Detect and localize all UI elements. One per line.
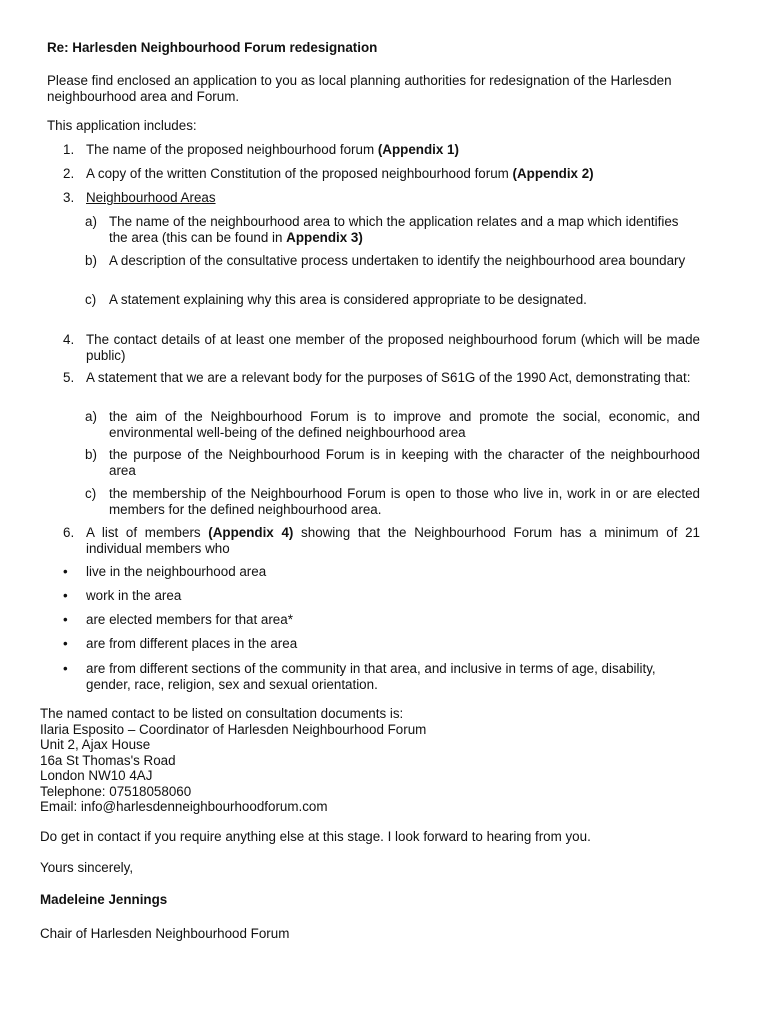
sub-item-5a	[85, 409, 700, 440]
contact-address-line2: 16a St Thomas's Road	[40, 752, 176, 768]
sub-item-label: b)	[85, 253, 97, 268]
item-text: The name of the proposed neighbourhood forum	[86, 142, 378, 157]
sub-item-label: c)	[85, 292, 97, 307]
bullet-text: are from different sections of the community in that area, and inclusive in terms of age, disability, gender, race, religion, sex and sexual orientation.	[86, 661, 656, 692]
sub-item-label: a)	[85, 409, 97, 424]
signatory-role: Chair of Harlesden Neighbourhood Forum	[40, 926, 290, 941]
letter-subject: Re: Harlesden Neighbourhood Forum redesignation	[47, 40, 378, 55]
item-number: 5.	[63, 370, 75, 385]
sub-item-label: a)	[85, 214, 97, 229]
closing-paragraph: Do get in contact if you require anything else at this stage. I look forward to hearing from you.	[40, 829, 591, 844]
bullet-glyph: •	[63, 588, 68, 603]
bullet-text: are from different places in the area	[86, 636, 298, 651]
list-item-6	[63, 525, 700, 556]
signatory-name: Madeleine Jennings	[40, 892, 168, 907]
item-number: 2.	[63, 166, 75, 181]
list-item-4	[63, 332, 700, 363]
bullet-item-5	[63, 661, 700, 692]
bullet-glyph: •	[63, 612, 68, 627]
bullet-text: live in the neighbourhood area	[86, 564, 267, 579]
item-heading: Neighbourhood Areas	[86, 190, 216, 205]
sub-item-5c	[85, 486, 700, 517]
sub-item-text: the membership of the Neighbourhood Forum is open to those who live in, work in or are elected members for the defined neighbourhood area.	[109, 486, 700, 517]
includes-heading: This application includes:	[47, 118, 197, 133]
item-number: 1.	[63, 142, 75, 157]
bullet-item-2	[63, 588, 700, 604]
bullet-item-3	[63, 612, 700, 628]
bullet-text: work in the area	[86, 588, 182, 603]
contact-address-line1: Unit 2, Ajax House	[40, 737, 151, 752]
item-number: 6.	[63, 525, 75, 540]
sub-item-text: The name of the neighbourhood area to which the application relates and a map which identifies the area (this can be found in	[109, 214, 679, 245]
bullet-item-4	[63, 636, 700, 652]
appendix-ref: Appendix 3)	[286, 229, 363, 245]
item-number: 4.	[63, 332, 75, 347]
sub-item-3c	[85, 292, 700, 308]
intro-paragraph: Please find enclosed an application to you as local planning authorities for redesignation of the Harlesden neighbourhood area and Forum.	[47, 73, 672, 104]
item-text: A copy of the written Constitution of the proposed neighbourhood forum	[86, 166, 513, 181]
list-item-5	[63, 370, 700, 386]
bullet-glyph: •	[63, 636, 68, 651]
contact-name: Ilaria Esposito – Coordinator of Harlesden Neighbourhood Forum	[40, 721, 427, 737]
sub-item-3b	[85, 253, 700, 269]
contact-address-line3: London NW10 4AJ	[40, 768, 153, 783]
item-text: A list of members	[86, 525, 209, 540]
sub-item-text: A description of the consultative process undertaken to identify the neighbourhood area boundary	[109, 253, 686, 268]
appendix-ref: (Appendix 1)	[377, 142, 459, 157]
sub-item-text: the purpose of the Neighbourhood Forum is in keeping with the character of the neighbourhood area	[109, 447, 700, 478]
sub-item-text: the aim of the Neighbourhood Forum is to improve and promote the social, economic, and environmental well-being of the defined neighbourhood area	[109, 409, 700, 440]
signoff: Yours sincerely,	[40, 860, 134, 875]
sub-item-label: b)	[85, 447, 97, 462]
item-number: 3.	[63, 190, 75, 205]
contact-block	[40, 706, 720, 815]
bullet-text: are elected members for that area*	[86, 612, 293, 627]
sub-item-text: A statement explaining why this area is considered appropriate to be designated.	[109, 292, 587, 307]
contact-intro: The named contact to be listed on consultation documents is:	[40, 706, 404, 721]
contact-email: Email: info@harlesdenneighbourhoodforum.com	[40, 799, 328, 814]
item-text-continued: showing that the Neighbourhood Forum has a minimum of 21 individual members who	[86, 525, 700, 556]
bullet-glyph: •	[63, 564, 68, 579]
appendix-ref: (Appendix 4)	[208, 525, 294, 540]
sub-item-5b	[85, 447, 700, 478]
item-text: A statement that we are a relevant body for the purposes of S61G of the 1990 Act, demonstrating that:	[86, 370, 691, 385]
bullet-item-1	[63, 564, 700, 580]
sub-item-3a	[85, 214, 700, 245]
contact-telephone: Telephone: 07518058060	[40, 783, 192, 799]
appendix-ref: (Appendix 2)	[512, 166, 594, 181]
bullet-glyph: •	[63, 661, 68, 676]
sub-item-label: c)	[85, 486, 97, 501]
item-text: The contact details of at least one member of the proposed neighbourhood forum (which will be made public)	[86, 332, 700, 363]
